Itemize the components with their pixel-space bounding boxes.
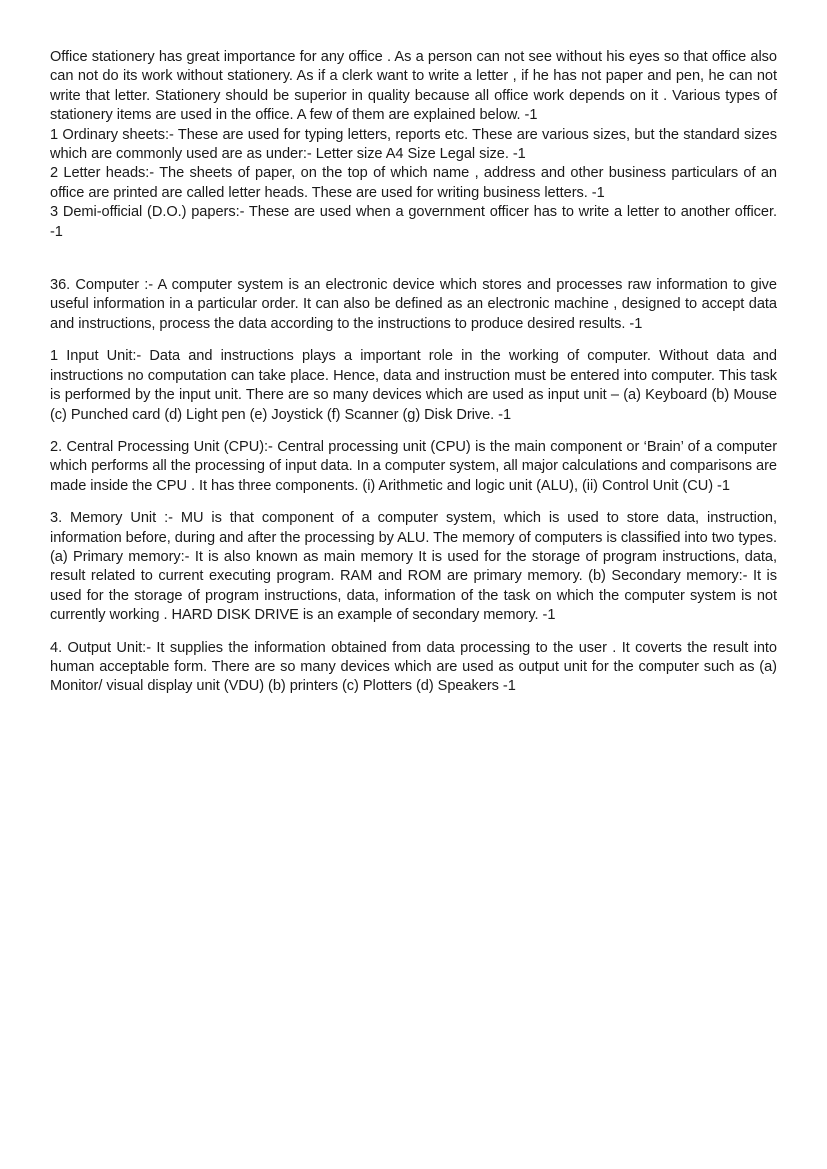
paragraph-spacer: [50, 496, 777, 509]
paragraph-spacer: [50, 626, 777, 639]
input-unit-paragraph: 1 Input Unit:- Data and instructions plays a important role in the working of computer. Without data and instructions no computation can take place. Hence, data and instruction must be entered into computer. This task is performed by the input unit. There are so many devices which are used as input unit – (a) Keyboard (b) Mouse (c) Punched card (d) Light pen (e) Joystick (f) Scanner (g) Disk Drive. -1: [50, 348, 777, 423]
section-spacer: [50, 242, 777, 276]
stationery-item-letter-heads: 2 Letter heads:- The sheets of paper, on the top of which name , address and other business particulars of an office are printed are called letter heads. These are used for writing business letters. -1: [50, 165, 777, 201]
intro-paragraph: Office stationery has great importance for any office . As a person can not see without his eyes so that office also can not do its work without stationery. As if a clerk want to write a letter , if he has not paper and pen, he can not write that letter. Stationery should be superior in quality because all office work depends on it . Various types of stationery items are used in the office. A few of them are explained below. -1: [50, 49, 777, 124]
document-page: [50, 48, 777, 697]
stationery-item-demi-official: 3 Demi-official (D.O.) papers:- These are used when a government officer has to write a letter to another officer. -1: [50, 204, 777, 240]
memory-unit-paragraph: 3. Memory Unit :- MU is that component of a computer system, which is used to store data, instruction, information before, during and after the processing by ALU. The memory of computers is classified into two types. (a) Primary memory:- It is also known as main memory It is used for the storage of program instructions, data, result related to current executing program. RAM and ROM are primary memory. (b) Secondary memory:- It is used for the storage of program instructions, data, information of the task on which the computer system is not currently working . HARD DISK DRIVE is an example of secondary memory. -1: [50, 510, 777, 624]
paragraph-spacer: [50, 425, 777, 438]
stationery-item-ordinary-sheets: 1 Ordinary sheets:- These are used for typing letters, reports etc. These are various sizes, but the standard sizes which are commonly used are as under:- Letter size A4 Size Legal size. -1: [50, 126, 777, 163]
computer-section: [50, 276, 777, 697]
computer-definition: 36. Computer :- A computer system is an electronic device which stores and processes raw information to give useful information in a particular order. It can also be defined as an electronic machine , designed to accept data and instructions, process the data according to the instructions to produce desired results. -1: [50, 277, 777, 332]
cpu-paragraph: 2. Central Processing Unit (CPU):- Central processing unit (CPU) is the main component or ‘Brain’ of a computer which performs all the processing of input data. In a computer system, all major calculations and comparisons are made inside the CPU . It has three components. (i) Arithmetic and logic unit (ALU), (ii) Control Unit (CU) -1: [50, 438, 777, 494]
output-unit-paragraph: 4. Output Unit:- It supplies the information obtained from data processing to the user . It coverts the result into human acceptable form. There are so many devices which are used as output unit for the computer such as (a) Monitor/ visual display unit (VDU) (b) printers (c) Plotters (d) Speakers -1: [50, 639, 777, 695]
stationery-section: [50, 48, 777, 242]
paragraph-spacer: [50, 334, 777, 347]
